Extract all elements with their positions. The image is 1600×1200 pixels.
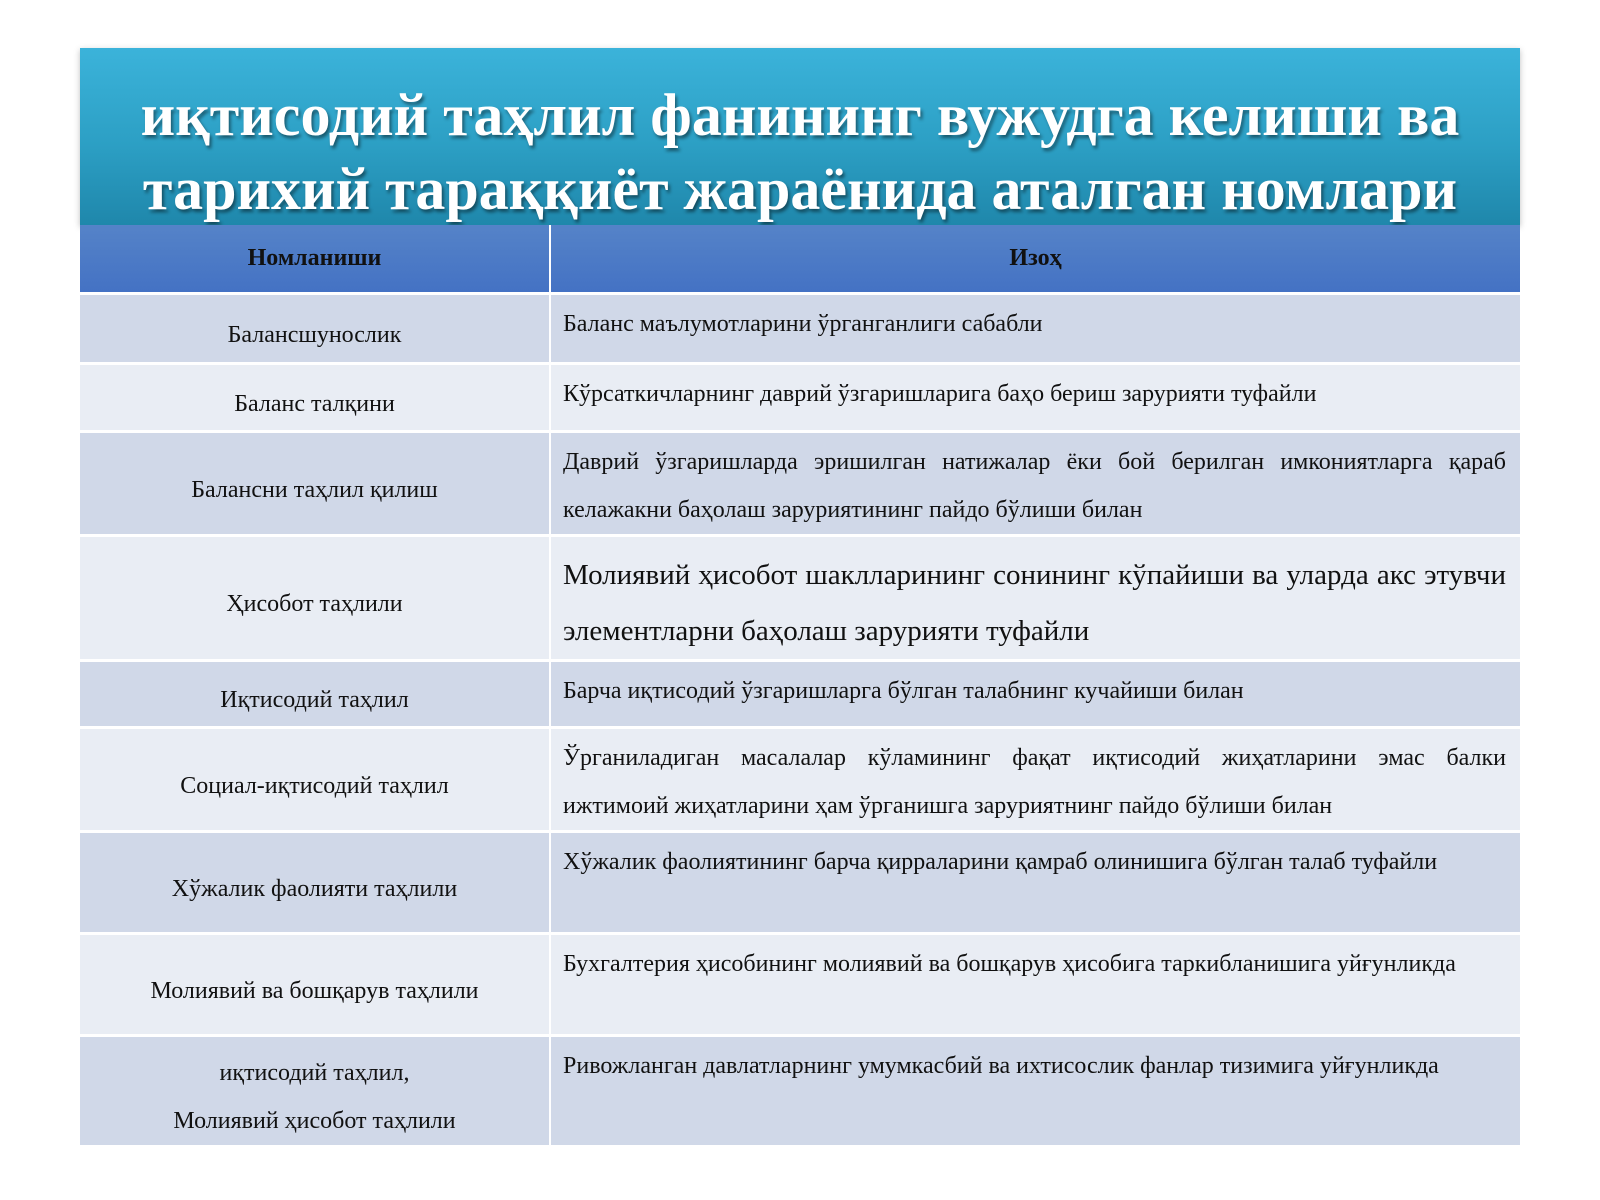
table-row: [80, 432, 1520, 536]
table-row: [80, 728, 1520, 832]
row-name: Хўжалик фаолияти таҳлили: [80, 832, 550, 934]
row-name: Социал-иқтисодий таҳлил: [80, 728, 550, 832]
header-description-column: Изоҳ: [550, 225, 1520, 294]
row-name: Баланс талқини: [80, 364, 550, 432]
title-banner: [80, 48, 1520, 225]
row-name: Молиявий ва бошқарув таҳлили: [80, 934, 550, 1036]
row-description: Ривожланган давлатларнинг умумкасбий ва ихтисослик фанлар тизимига уйғунликда: [550, 1036, 1520, 1147]
table-row: [80, 364, 1520, 432]
names-table: [80, 225, 1520, 1148]
row-description: Хўжалик фаолиятининг барча қирраларини қамраб олинишига бўлган талаб туфайли: [550, 832, 1520, 934]
row-description: Кўрсаткичларнинг даврий ўзгаришларига баҳо бериш зарурияти туфайли: [550, 364, 1520, 432]
row-description: Баланс маълумотларини ўрганганлиги сабабли: [550, 294, 1520, 364]
row-name: Балансни таҳлил қилиш: [80, 432, 550, 536]
row-name: Балансшунослик: [80, 294, 550, 364]
table-row: [80, 832, 1520, 934]
row-name-line-1: иқтисодий таҳлил,: [219, 1060, 410, 1086]
row-description: Бухгалтерия ҳисобининг молиявий ва бошқарув ҳисобига таркибланишига уйғунликда: [550, 934, 1520, 1036]
table-row: [80, 536, 1520, 661]
title-line-1: иқтисодий таҳлил фанининг вужудга келиши ва: [140, 82, 1460, 148]
row-description: Барча иқтисодий ўзгаришларга бўлган талабнинг кучайиши билан: [550, 661, 1520, 728]
title-line-2: тарихий тараққиёт жараёнида аталган номлари: [142, 156, 1458, 222]
header-name-column: Номланиши: [80, 225, 550, 294]
table-row: [80, 1036, 1520, 1147]
table-row: [80, 934, 1520, 1036]
table-row: [80, 294, 1520, 364]
row-name-line-2: Молиявий ҳисобот таҳлили: [173, 1108, 456, 1134]
row-name: [80, 1036, 550, 1147]
row-description: Даврий ўзгаришларда эришилган натижалар ёки бой берилган имкониятларга қараб келажакни баҳолаш заруриятининг пайдо бўлиши билан: [550, 432, 1520, 536]
table-header-row: [80, 225, 1520, 294]
table-row: [80, 661, 1520, 728]
row-name: Ҳисобот таҳлили: [80, 536, 550, 661]
row-name: Иқтисодий таҳлил: [80, 661, 550, 728]
row-description: Молиявий ҳисобот шаклларининг сонининг кўпайиши ва уларда акс этувчи элементларни баҳолаш зарурияти туфайли: [550, 536, 1520, 661]
row-description: Ўрганиладиган масалалар кўламининг фақат иқтисодий жиҳатларини эмас балки ижтимоий жиҳатларини ҳам ўрганишга заруриятнинг пайдо бўлиши билан: [550, 728, 1520, 832]
